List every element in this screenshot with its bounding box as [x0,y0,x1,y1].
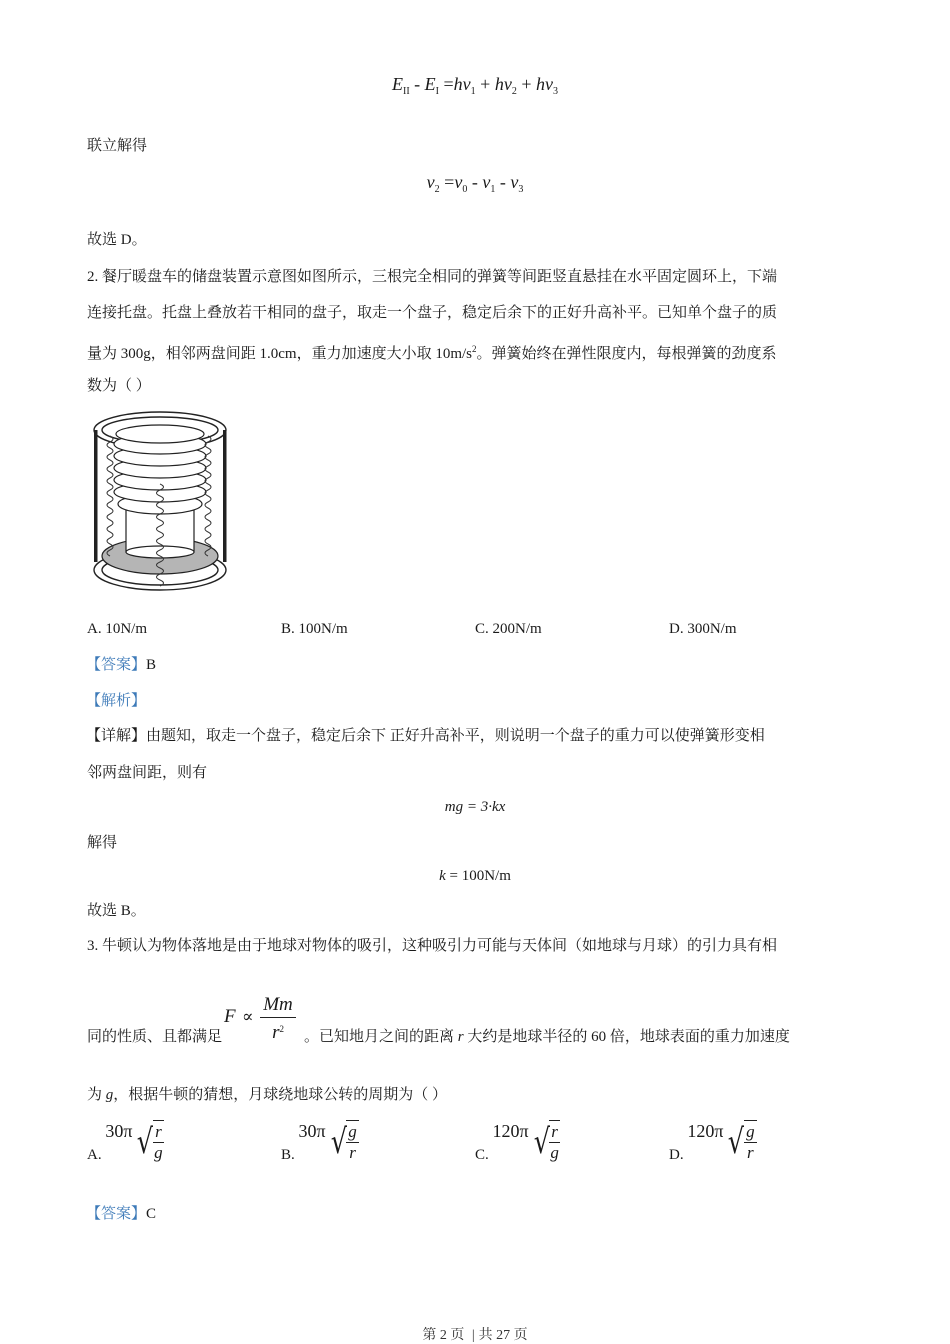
frac-num: r [551,1122,558,1141]
eq-sub: 2 [511,86,517,97]
q2-solve-text: 解得 [87,835,118,851]
q3-line-1: 3. 牛顿认为物体落地是由于地球对物体的吸引，这种吸引力可能与天体间（如地球与月球）的引力具有相 [87,938,778,954]
q2-option-c: C. 200N/m [475,621,542,637]
equation-frequency [0,172,950,200]
q3-option-a [87,1120,164,1164]
q2-line-4: 数为（ ） [87,378,151,394]
q2-sup: 2 [472,344,477,354]
q3-text: 为 [87,1087,106,1103]
sqrt-expression [531,1120,560,1163]
detail-tag: 【详解】 [86,728,147,744]
q2-text: 量为 300g，相邻两盘间距 1.0cm，重力加速度大小取 10m/s [87,346,472,362]
eq-term: ν [482,172,491,192]
q2-answer [86,655,156,675]
combine-text: 联立解得 [87,138,148,154]
eq-term: hν [453,74,471,94]
eq-term: hν [494,74,512,94]
q2-text: 。弹簧始终在弹性限度内，每根弹簧的劲度系 [476,346,777,362]
equation-energy-levels [0,74,950,102]
spring-device-diagram [88,408,233,598]
q2-detail-line-2: 邻两盘间距，则有 [87,765,208,781]
detail-text: 由题知，取走一个盘子，稳定后余下 正好升高补平，则说明一个盘子的重力可以使弹簧形变相 [146,728,765,744]
eq-op: + [521,74,532,94]
eq-op: = [443,74,454,94]
q2-detail-line-1 [86,726,765,746]
frac-den: r [747,1143,754,1162]
eq-sub: 3 [552,86,558,97]
q3-option-c [475,1120,560,1164]
q3-text: ，根据牛顿的猜想，月球绕地球公转的周期为（ ） [113,1087,448,1103]
sqrt-expression [328,1120,359,1163]
sqrt-expression [725,1120,756,1163]
eq-term: E [424,74,436,94]
q2-option-a: A. 10N/m [87,621,147,637]
radical-icon: √ [728,1121,745,1162]
q2-equation-1: mg = 3·kx [444,799,506,815]
total-pages: 共 27 页 [478,1328,528,1343]
frac-num: r [155,1122,162,1141]
q2-line-3 [87,339,777,364]
frac-den: g [154,1143,163,1162]
formula-fraction [260,993,296,1045]
q3-option-d [669,1120,757,1164]
radical-icon: √ [533,1121,550,1162]
footer-separator: | [471,1328,475,1343]
formula-den-var: r [272,1022,280,1043]
answer-value: B [146,657,157,673]
radical-icon: √ [137,1121,154,1162]
formula-den-sup: 2 [279,1024,284,1034]
eq-term: ν [426,172,435,192]
option-letter: D. [669,1146,684,1163]
q2-analysis [86,691,146,711]
analysis-tag: 【解析】 [86,693,147,709]
q3-text: 大约是地球半径的 60 倍，地球表面的重力加速度 [463,1029,790,1045]
q2-equation-2 [0,866,950,886]
eq-term: E [392,74,403,94]
eq-op: = [444,172,455,192]
eq-op: - [414,74,421,94]
q3-line-2 [87,994,790,1047]
prev-conclusion: 故选 D。 [87,232,147,248]
eq-op: + [480,74,491,94]
q3-var-r: r [457,1029,464,1045]
q3-var-g: g [105,1087,114,1103]
eq-term: hν [535,74,553,94]
option-coef: 120π [492,1120,529,1141]
formula-num: Mm [260,993,296,1018]
sqrt-expression [134,1120,163,1163]
q3-text: 。已知地月之间的距离 [304,1029,458,1045]
frac-num: g [348,1122,357,1141]
option-letter: A. [87,1146,102,1163]
answer-tag: 【答案】 [86,1206,147,1222]
q2-line-2: 连接托盘。托盘上叠放若干相同的盘子，取走一个盘子，稳定后余下的正好升高补平。已知单个盘子的质 [87,305,778,321]
eq-sub: 2 [434,184,440,195]
gravity-formula [222,994,304,1043]
formula-prop: ∝ [242,1007,254,1026]
formula-den [260,1018,296,1045]
eq-sub: II [403,86,410,97]
q2-conclusion: 故选 B。 [87,903,146,919]
page-footer [0,1324,950,1344]
q3-answer [86,1204,156,1224]
q3-option-b [281,1120,359,1164]
q2-option-b: B. 100N/m [281,621,348,637]
spring-plate-figure [88,408,233,598]
frac-den: g [550,1143,559,1162]
eq-rest: = 100N/m [445,868,511,884]
frac-num: g [746,1122,755,1141]
option-letter: C. [475,1146,489,1163]
option-coef: 30π [105,1120,133,1141]
eq-op: - [471,172,478,192]
eq-sub: 0 [462,184,468,195]
eq-op: - [499,172,506,192]
eq-sub: I [435,86,440,97]
eq-term: ν [510,172,519,192]
eq-sub: 1 [470,86,476,97]
current-page: 第 2 页 [422,1328,465,1343]
q3-text: 同的性质、且都满足 [87,1029,223,1045]
q2-line-1: 2. 餐厅暖盘车的储盘装置示意图如图所示，三根完全相同的弹簧等间距竖直悬挂在水平固定圆环上，下端 [87,269,778,285]
answer-tag: 【答案】 [86,657,147,673]
eq-sub: 3 [518,184,524,195]
radical-icon: √ [330,1121,347,1162]
option-coef: 120π [687,1120,724,1141]
answer-value: C [146,1206,157,1222]
frac-den: r [349,1143,356,1162]
eq-term: ν [454,172,463,192]
q2-option-d: D. 300N/m [669,621,737,637]
eq-sub: 1 [490,184,496,195]
q3-line-3 [87,1085,447,1105]
eq-var: k [439,868,446,884]
option-coef: 30π [298,1120,326,1141]
formula-F: F [224,1006,236,1027]
option-letter: B. [281,1146,295,1163]
